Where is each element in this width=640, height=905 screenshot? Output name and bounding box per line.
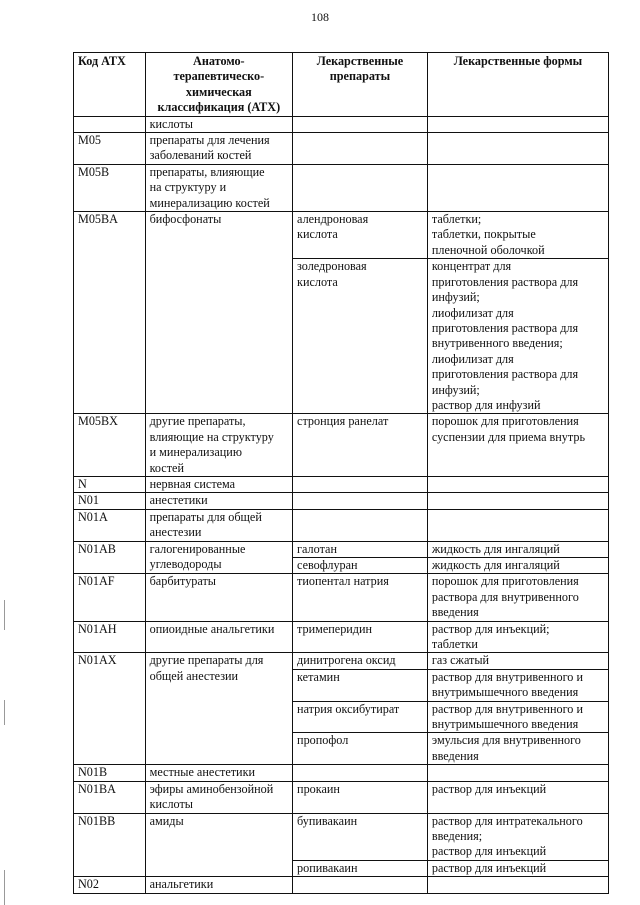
atc-classification-cell: анальгетики	[145, 877, 292, 893]
table-row	[74, 877, 609, 893]
atc-classification-cell: местные анестетики	[145, 765, 292, 781]
table-row	[74, 116, 609, 132]
table-row	[74, 765, 609, 781]
atc-code-cell: N01AF	[74, 574, 146, 621]
atc-code-cell: M05B	[74, 164, 146, 211]
atc-code-cell: N01B	[74, 765, 146, 781]
scan-edge-mark	[4, 700, 5, 725]
drug-name-cell	[293, 877, 428, 893]
drug-name-cell: динитрогена оксид	[293, 653, 428, 669]
atc-code-cell: N01BB	[74, 813, 146, 877]
atc-classification-cell: препараты для общей анестезии	[145, 509, 292, 541]
atc-classification-cell: барбитураты	[145, 574, 292, 621]
header-drugs: Лекарственные препараты	[293, 53, 428, 117]
dosage-form-cell: раствор для внутривенного и внутримышечного введения	[427, 669, 608, 701]
dosage-form-cell	[427, 116, 608, 132]
drug-name-cell: тримеперидин	[293, 621, 428, 653]
drug-name-cell: кетамин	[293, 669, 428, 701]
table-body	[74, 116, 609, 893]
table-row	[74, 133, 609, 165]
dosage-form-cell: жидкость для ингаляций	[427, 541, 608, 557]
drug-name-cell: прокаин	[293, 781, 428, 813]
dosage-form-cell	[427, 493, 608, 509]
dosage-form-cell	[427, 164, 608, 211]
atc-code-cell: M05BA	[74, 212, 146, 414]
atc-code-cell: N	[74, 476, 146, 492]
drug-name-cell	[293, 164, 428, 211]
atc-code-cell: M05BX	[74, 414, 146, 477]
atc-code-cell	[74, 116, 146, 132]
atc-code-cell: N01AB	[74, 541, 146, 574]
dosage-form-cell: раствор для инъекций; таблетки	[427, 621, 608, 653]
atc-classification-cell: галогенированные углеводороды	[145, 541, 292, 574]
atc-classification-cell: эфиры аминобензойной кислоты	[145, 781, 292, 813]
header-code: Код АТХ	[74, 53, 146, 117]
atc-classification-cell: препараты для лечения заболеваний костей	[145, 133, 292, 165]
drug-name-cell: севофлуран	[293, 558, 428, 574]
atc-code-cell: M05	[74, 133, 146, 165]
table-row	[74, 781, 609, 813]
atc-classification-cell: кислоты	[145, 116, 292, 132]
atc-code-cell: N01	[74, 493, 146, 509]
atc-code-cell: N01AX	[74, 653, 146, 765]
atc-classification-cell: препараты, влияющие на структуру и минерализацию костей	[145, 164, 292, 211]
atc-classification-cell: нервная система	[145, 476, 292, 492]
table-row	[74, 574, 609, 621]
dosage-form-cell: раствор для внутривенного и внутримышечного введения	[427, 701, 608, 733]
dosage-form-cell: порошок для приготовления раствора для внутривенного введения	[427, 574, 608, 621]
dosage-form-cell: раствор для инъекций	[427, 781, 608, 813]
drug-name-cell: бупивакаин	[293, 813, 428, 860]
drug-name-cell: ропивакаин	[293, 860, 428, 876]
drug-name-cell: стронция ранелат	[293, 414, 428, 477]
atc-classification-cell: бифосфонаты	[145, 212, 292, 414]
drug-name-cell: натрия оксибутират	[293, 701, 428, 733]
drug-name-cell	[293, 765, 428, 781]
table-row	[74, 813, 609, 860]
dosage-form-cell	[427, 476, 608, 492]
atc-classification-cell: анестетики	[145, 493, 292, 509]
dosage-form-cell	[427, 509, 608, 541]
scan-edge-mark	[4, 870, 5, 905]
drug-name-cell	[293, 116, 428, 132]
atc-classification-cell: амиды	[145, 813, 292, 877]
drug-name-cell: галотан	[293, 541, 428, 557]
drug-name-cell: пропофол	[293, 733, 428, 765]
header-classification: Анатомо- терапевтическо- химическая классификация (АТХ)	[145, 53, 292, 117]
page-number: 108	[311, 10, 329, 24]
drug-name-cell	[293, 509, 428, 541]
dosage-form-cell: эмульсия для внутривенного введения	[427, 733, 608, 765]
table-row	[74, 541, 609, 557]
table-row	[74, 212, 609, 259]
table-row	[74, 164, 609, 211]
header-forms: Лекарственные формы	[427, 53, 608, 117]
table-row	[74, 621, 609, 653]
dosage-form-cell: раствор для интратекального введения; раствор для инъекций	[427, 813, 608, 860]
atc-code-cell: N01AH	[74, 621, 146, 653]
table-row	[74, 476, 609, 492]
atc-classification-cell: опиоидные анальгетики	[145, 621, 292, 653]
dosage-form-cell: концентрат для приготовления раствора для инфузий; лиофилизат для приготовления раствора для внутривенного введения; лиофилизат для приготовления раствора для инфузий; раствор для инфузий	[427, 259, 608, 414]
atc-code-cell: N02	[74, 877, 146, 893]
dosage-form-cell: газ сжатый	[427, 653, 608, 669]
drug-name-cell: тиопентал натрия	[293, 574, 428, 621]
scan-edge-mark	[4, 600, 5, 630]
table-row	[74, 493, 609, 509]
dosage-form-cell: жидкость для ингаляций	[427, 558, 608, 574]
drug-name-cell: золедроновая кислота	[293, 259, 428, 414]
dosage-form-cell	[427, 765, 608, 781]
dosage-form-cell	[427, 133, 608, 165]
atc-classification-cell: другие препараты, влияющие на структуру и минерализацию костей	[145, 414, 292, 477]
table-row	[74, 414, 609, 477]
dosage-form-cell	[427, 877, 608, 893]
drug-name-cell: алендроновая кислота	[293, 212, 428, 259]
drug-name-cell	[293, 133, 428, 165]
table-row	[74, 509, 609, 541]
atc-code-cell: N01BA	[74, 781, 146, 813]
drug-name-cell	[293, 493, 428, 509]
table-header-row	[74, 53, 609, 117]
drug-name-cell	[293, 476, 428, 492]
atc-classification-cell: другие препараты для общей анестезии	[145, 653, 292, 765]
atc-code-cell: N01A	[74, 509, 146, 541]
dosage-form-cell: таблетки; таблетки, покрытые пленочной оболочкой	[427, 212, 608, 259]
table-row	[74, 653, 609, 669]
dosage-form-cell: раствор для инъекций	[427, 860, 608, 876]
atc-drug-table	[73, 52, 609, 894]
dosage-form-cell: порошок для приготовления суспензии для приема внутрь	[427, 414, 608, 477]
